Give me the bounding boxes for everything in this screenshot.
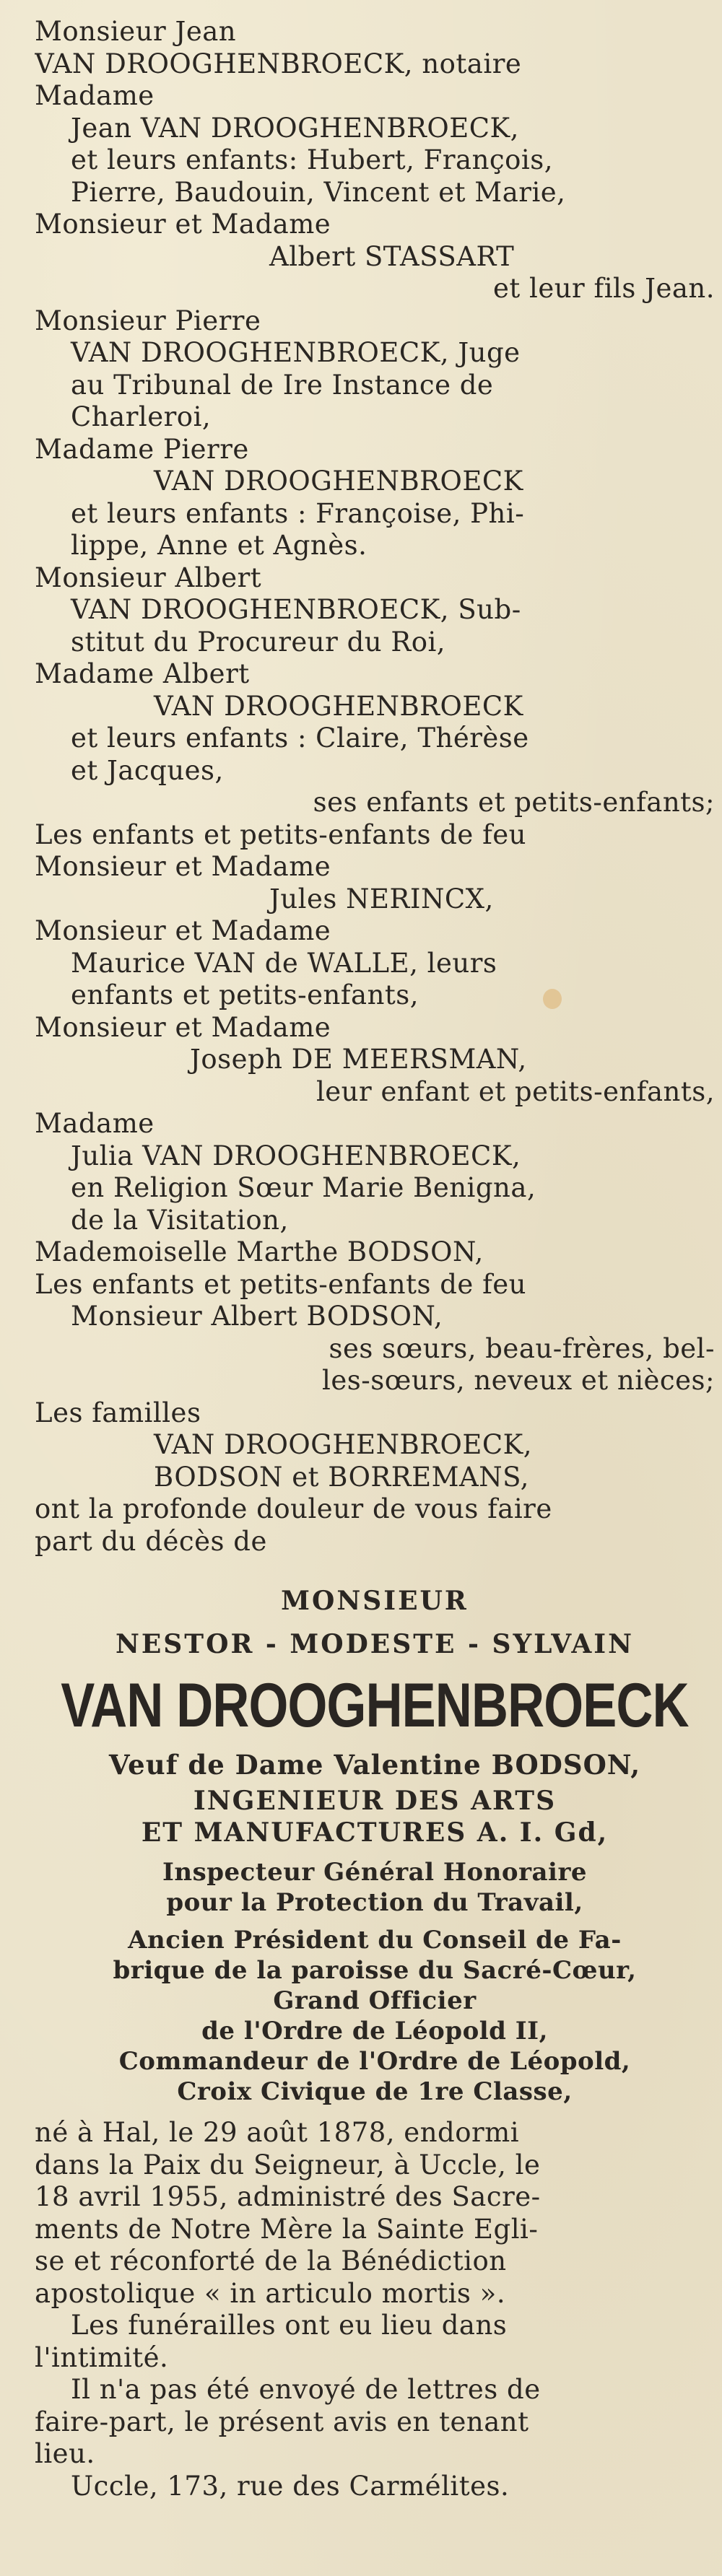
family-line: lippe, Anne et Agnès. xyxy=(71,530,367,561)
president-title-line-2: brique de la paroisse du Sacré-Cœur, xyxy=(113,1956,637,1985)
family-line: ses enfants et petits-enfants; xyxy=(313,787,715,818)
closing-line: Il n'a pas été envoyé de lettres de xyxy=(71,2374,541,2405)
family-line: Monsieur et Madame xyxy=(35,851,331,882)
closing-paragraphs xyxy=(35,2117,715,2502)
family-line: VAN DROOGHENBROECK, Sub- xyxy=(71,594,521,625)
family-line: BODSON et BORREMANS, xyxy=(154,1461,529,1493)
family-line: Monsieur et Madame xyxy=(35,1011,331,1043)
family-line: Jean VAN DROOGHENBROECK, xyxy=(71,112,519,144)
family-line: Albert STASSART xyxy=(269,240,515,272)
family-line: ses sœurs, beau-frères, bel- xyxy=(329,1332,715,1364)
civic-cross-line: Croix Civique de 1re Classe, xyxy=(177,2077,573,2106)
family-line: de la Visitation, xyxy=(71,1204,289,1236)
family-line: Joseph DE MEERSMAN, xyxy=(190,1044,527,1075)
obituary-column xyxy=(35,16,715,2502)
engineer-title-line-1: INGENIEUR DES ARTS xyxy=(193,1786,557,1816)
family-line: Madame xyxy=(35,1108,155,1139)
engineer-title-line-2: ET MANUFACTURES A. I. Gd, xyxy=(141,1817,609,1848)
family-line: Charleroi, xyxy=(71,401,212,432)
heading-monsieur: MONSIEUR xyxy=(281,1586,469,1616)
family-line: Les enfants et petits-enfants de feu xyxy=(35,818,527,850)
family-line: et leurs enfants: Hubert, François, xyxy=(71,144,553,175)
family-line: Madame xyxy=(35,80,155,111)
inspector-title-line-1: Inspecteur Général Honoraire xyxy=(162,1858,587,1887)
family-line: ont la profonde douleur de vous faire xyxy=(35,1493,552,1524)
closing-line: apostolique « in articulo mortis ». xyxy=(35,2277,506,2309)
family-line: Les familles xyxy=(35,1397,201,1428)
heading-given-names: NESTOR - MODESTE - SYLVAIN xyxy=(115,1629,635,1659)
heading-surname: VAN DROOGHENBROECK xyxy=(61,1671,689,1740)
family-line: Monsieur Pierre xyxy=(35,305,261,336)
closing-line: 18 avril 1955, administré des Sacre- xyxy=(35,2181,541,2212)
family-announcement xyxy=(35,16,715,1558)
closing-line: Les funérailles ont eu lieu dans xyxy=(71,2310,508,2341)
grand-officer-line-1: Grand Officier xyxy=(273,1986,477,2015)
grand-officer-line-2: de l'Ordre de Léopold II, xyxy=(201,2017,548,2045)
family-line: leur enfant et petits-enfants, xyxy=(316,1075,715,1107)
closing-line: ments de Notre Mère la Sainte Egli- xyxy=(35,2213,539,2245)
family-line: Monsieur Albert BODSON, xyxy=(71,1301,443,1332)
family-line: en Religion Sœur Marie Benigna, xyxy=(71,1172,536,1203)
family-line: part du décès de xyxy=(35,1525,267,1557)
family-line: au Tribunal de Ire Instance de xyxy=(71,369,494,401)
family-line: Monsieur Jean xyxy=(35,16,237,47)
family-line: Pierre, Baudouin, Vincent et Marie, xyxy=(71,176,566,208)
family-line: VAN DROOGHENBROECK, Juge xyxy=(71,337,521,368)
closing-line: faire-part, le présent avis en tenant xyxy=(35,2406,529,2437)
closing-line: lieu. xyxy=(35,2438,95,2469)
president-title-line-1: Ancien Président du Conseil de Fa- xyxy=(128,1926,622,1955)
family-line: VAN DROOGHENBROECK xyxy=(154,466,523,497)
family-line: Les enfants et petits-enfants de feu xyxy=(35,1268,527,1300)
family-line: Monsieur et Madame xyxy=(35,915,331,946)
family-line: Monsieur Albert xyxy=(35,562,262,593)
family-line: Jules NERINCX, xyxy=(269,883,494,914)
family-line: Madame Albert xyxy=(35,658,250,689)
family-line: stitut du Procureur du Roi, xyxy=(71,626,446,658)
commander-line: Commandeur de l'Ordre de Léopold, xyxy=(118,2047,631,2076)
family-line: et leurs enfants : Françoise, Phi- xyxy=(71,497,525,529)
closing-line: se et réconforté de la Bénédiction xyxy=(35,2245,507,2276)
family-line: Mademoiselle Marthe BODSON, xyxy=(35,1236,484,1267)
family-line: Maurice VAN de WALLE, leurs xyxy=(71,947,497,979)
family-line: VAN DROOGHENBROECK xyxy=(154,690,523,722)
family-line: et Jacques, xyxy=(71,754,224,786)
inspector-title-line-2: pour la Protection du Travail, xyxy=(166,1888,583,1917)
family-line: et leurs enfants : Claire, Thérèse xyxy=(71,722,529,754)
family-line: Julia VAN DROOGHENBROECK, xyxy=(71,1140,521,1171)
family-line: et leur fils Jean. xyxy=(492,273,715,304)
closing-line: né à Hal, le 29 août 1878, endormi xyxy=(35,2117,520,2148)
family-line: Monsieur et Madame xyxy=(35,209,331,240)
family-line: VAN DROOGHENBROECK, notaire xyxy=(35,48,522,79)
family-line: enfants et petits-enfants, xyxy=(71,979,419,1010)
family-line: les-sœurs, neveux et nièces; xyxy=(322,1365,715,1396)
widower-line: Veuf de Dame Valentine BODSON, xyxy=(108,1749,641,1781)
closing-line: dans la Paix du Seigneur, à Uccle, le xyxy=(35,2149,541,2180)
family-line: VAN DROOGHENBROECK, xyxy=(154,1429,533,1460)
closing-line: l'intimité. xyxy=(35,2341,169,2373)
family-line: Madame Pierre xyxy=(35,433,249,465)
closing-line: Uccle, 173, rue des Carmélites. xyxy=(71,2470,510,2502)
